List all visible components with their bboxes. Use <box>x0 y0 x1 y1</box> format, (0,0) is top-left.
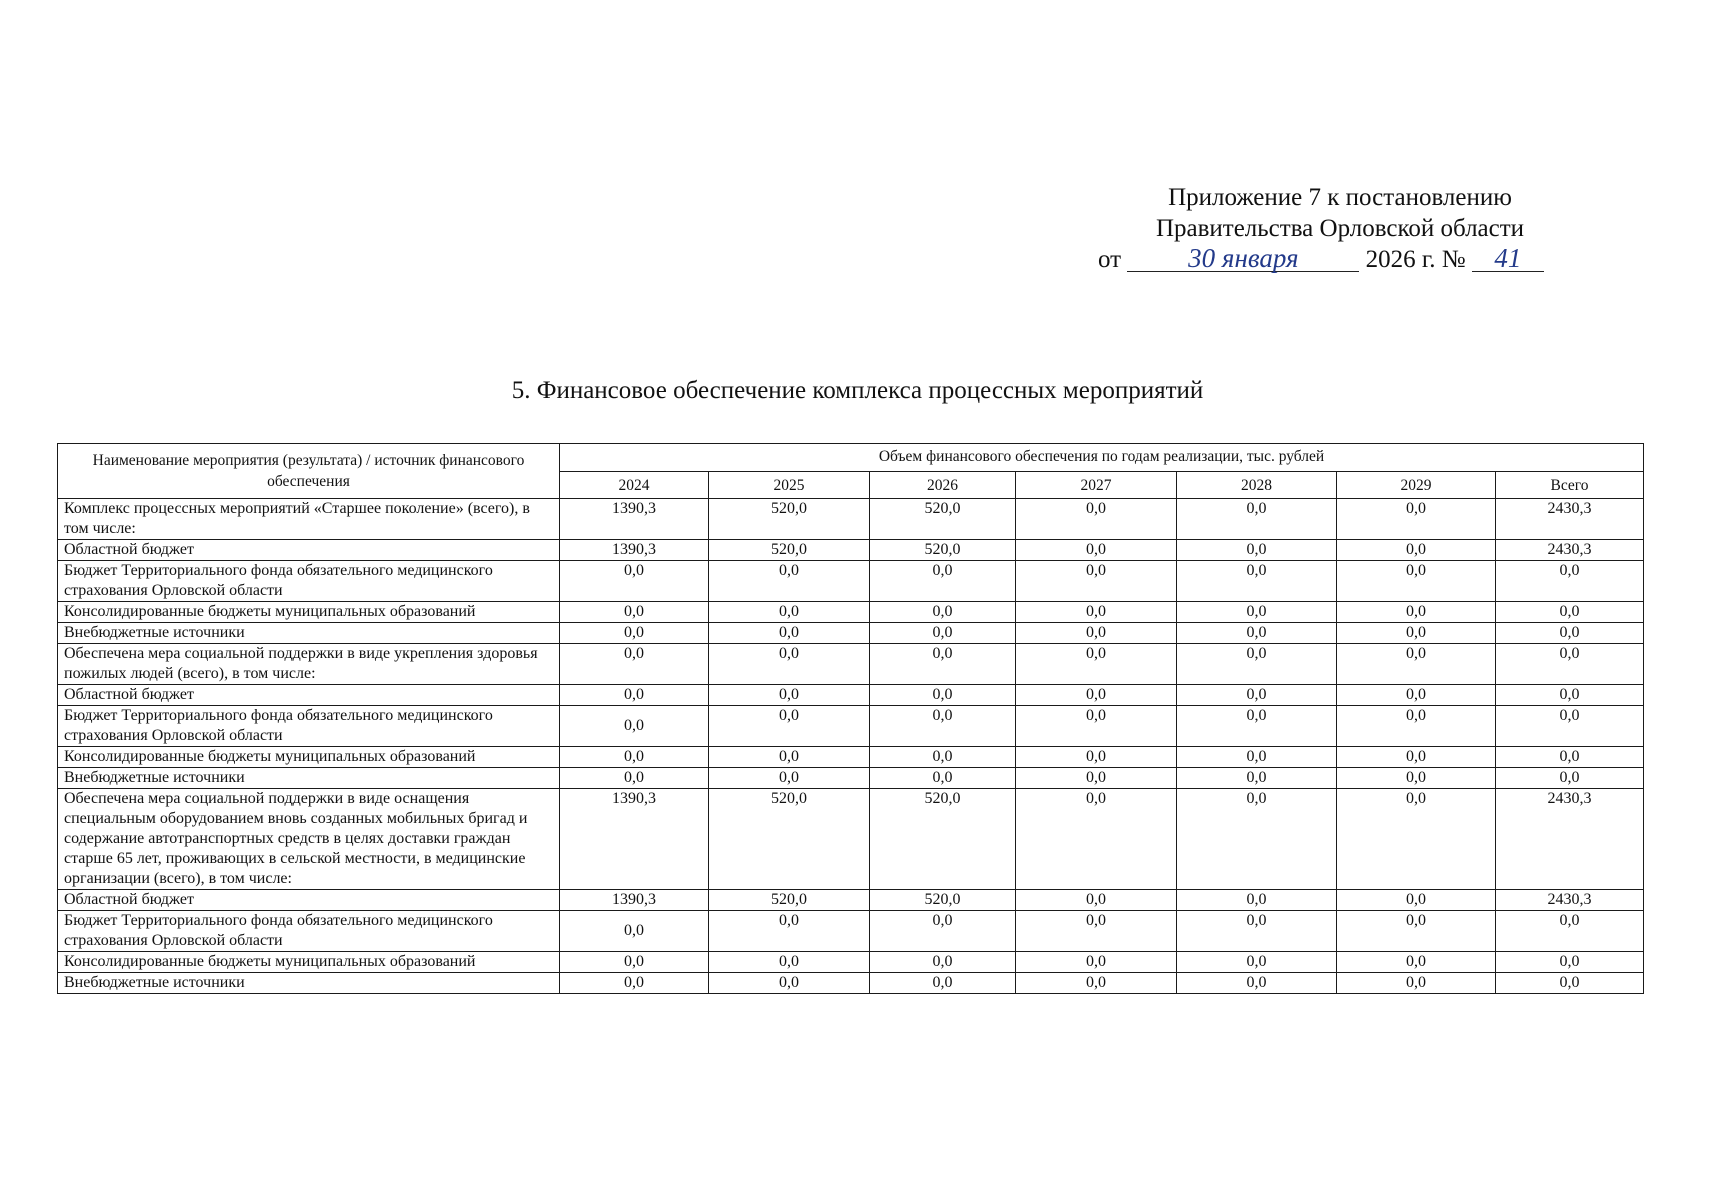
table-row <box>58 911 1644 952</box>
table-row <box>58 973 1644 994</box>
value-cell: 0,0 <box>1016 623 1177 644</box>
value-cell: 0,0 <box>870 768 1016 789</box>
value-cell: 0,0 <box>1177 973 1337 994</box>
year-header: 2025 <box>709 471 870 499</box>
value-cell: 0,0 <box>1337 685 1496 706</box>
appendix-line-2: Правительства Орловской области <box>1155 215 1525 242</box>
value-cell: 0,0 <box>1337 706 1496 747</box>
value-cell: 1390,3 <box>560 789 709 890</box>
value-cell: 0,0 <box>1177 911 1337 952</box>
value-cell: 520,0 <box>870 789 1016 890</box>
value-cell: 0,0 <box>1016 952 1177 973</box>
value-cell: 0,0 <box>560 952 709 973</box>
value-cell: 0,0 <box>1016 561 1177 602</box>
value-cell: 0,0 <box>1177 789 1337 890</box>
value-cell: 0,0 <box>870 973 1016 994</box>
value-cell: 0,0 <box>709 911 870 952</box>
date-prefix: от <box>1098 246 1122 273</box>
value-cell: 520,0 <box>870 499 1016 540</box>
table-row <box>58 952 1644 973</box>
value-cell: 520,0 <box>870 540 1016 561</box>
value-cell: 0,0 <box>1337 768 1496 789</box>
value-cell: 0,0 <box>1016 789 1177 890</box>
value-cell: 0,0 <box>560 602 709 623</box>
total-cell: 0,0 <box>1496 644 1644 685</box>
row-name-cell: Областной бюджет <box>58 890 560 911</box>
table-row <box>58 561 1644 602</box>
value-cell: 0,0 <box>1016 499 1177 540</box>
year-header: 2024 <box>560 471 709 499</box>
total-cell: 0,0 <box>1496 685 1644 706</box>
value-cell: 520,0 <box>709 499 870 540</box>
value-cell: 0,0 <box>870 602 1016 623</box>
value-cell: 0,0 <box>709 973 870 994</box>
value-cell: 0,0 <box>870 911 1016 952</box>
value-cell: 0,0 <box>1016 973 1177 994</box>
total-cell: 0,0 <box>1496 911 1644 952</box>
value-cell: 0,0 <box>1177 561 1337 602</box>
funding-volume-header: Объем финансового обеспечения по годам реализации, тыс. рублей <box>560 444 1644 472</box>
value-cell: 0,0 <box>560 973 709 994</box>
row-name-cell: Консолидированные бюджеты муниципальных образований <box>58 952 560 973</box>
value-cell: 0,0 <box>560 623 709 644</box>
value-cell: 0,0 <box>1337 973 1496 994</box>
value-cell: 0,0 <box>709 644 870 685</box>
value-cell: 0,0 <box>870 685 1016 706</box>
value-cell: 520,0 <box>709 540 870 561</box>
value-cell: 0,0 <box>1337 644 1496 685</box>
table-row <box>58 499 1644 540</box>
value-cell: 0,0 <box>1016 685 1177 706</box>
value-cell: 0,0 <box>1016 644 1177 685</box>
value-cell: 0,0 <box>1016 911 1177 952</box>
value-cell: 0,0 <box>1337 890 1496 911</box>
row-name-cell: Обеспечена мера социальной поддержки в виде укрепления здоровья пожилых людей (всего), в том числе: <box>58 644 560 685</box>
value-cell: 0,0 <box>709 685 870 706</box>
total-cell: 0,0 <box>1496 952 1644 973</box>
row-name-cell: Консолидированные бюджеты муниципальных образований <box>58 602 560 623</box>
year-header: 2026 <box>870 471 1016 499</box>
total-cell: 0,0 <box>1496 768 1644 789</box>
table-row <box>58 890 1644 911</box>
value-cell: 0,0 <box>1337 747 1496 768</box>
handwritten-date: 30 января <box>1127 245 1359 272</box>
value-cell: 0,0 <box>1177 768 1337 789</box>
value-cell: 0,0 <box>1177 706 1337 747</box>
value-cell: 0,0 <box>1177 952 1337 973</box>
value-cell: 0,0 <box>560 685 709 706</box>
value-cell: 0,0 <box>1016 602 1177 623</box>
financing-table <box>57 443 1644 994</box>
value-cell: 0,0 <box>560 644 709 685</box>
table-row <box>58 747 1644 768</box>
value-cell: 0,0 <box>1016 768 1177 789</box>
value-cell: 0,0 <box>1337 499 1496 540</box>
value-cell: 0,0 <box>1337 623 1496 644</box>
year-header: 2028 <box>1177 471 1337 499</box>
value-cell: 0,0 <box>1177 540 1337 561</box>
value-cell: 0,0 <box>560 768 709 789</box>
value-cell: 0,0 <box>1016 890 1177 911</box>
value-cell: 0,0 <box>1177 747 1337 768</box>
row-name-cell: Внебюджетные источники <box>58 768 560 789</box>
row-name-cell: Областной бюджет <box>58 685 560 706</box>
value-cell: 520,0 <box>870 890 1016 911</box>
value-cell: 0,0 <box>709 623 870 644</box>
value-cell: 520,0 <box>709 789 870 890</box>
value-cell: 0,0 <box>1177 890 1337 911</box>
value-cell: 0,0 <box>560 706 709 747</box>
total-cell: 0,0 <box>1496 561 1644 602</box>
table-row <box>58 706 1644 747</box>
value-cell: 0,0 <box>870 706 1016 747</box>
table-row <box>58 623 1644 644</box>
table-row <box>58 602 1644 623</box>
value-cell: 0,0 <box>709 952 870 973</box>
year-header: 2027 <box>1016 471 1177 499</box>
appendix-date-line <box>1080 244 1600 275</box>
total-cell: 0,0 <box>1496 602 1644 623</box>
value-cell: 0,0 <box>1337 561 1496 602</box>
total-cell: 0,0 <box>1496 973 1644 994</box>
value-cell: 0,0 <box>1177 602 1337 623</box>
value-cell: 1390,3 <box>560 499 709 540</box>
row-name-cell: Бюджет Территориального фонда обязательного медицинского страхования Орловской области <box>58 911 560 952</box>
total-cell: 2430,3 <box>1496 890 1644 911</box>
value-cell: 0,0 <box>1016 540 1177 561</box>
value-cell: 0,0 <box>1337 952 1496 973</box>
table-row <box>58 768 1644 789</box>
handwritten-number: 41 <box>1472 245 1544 272</box>
table-row <box>58 644 1644 685</box>
value-cell: 0,0 <box>1177 499 1337 540</box>
value-cell: 0,0 <box>870 747 1016 768</box>
value-cell: 0,0 <box>1337 789 1496 890</box>
value-cell: 0,0 <box>870 561 1016 602</box>
value-cell: 0,0 <box>560 911 709 952</box>
value-cell: 0,0 <box>560 561 709 602</box>
table-row <box>58 685 1644 706</box>
appendix-line-1: Приложение 7 к постановлению <box>1168 184 1512 211</box>
value-cell: 0,0 <box>709 768 870 789</box>
table-body <box>58 499 1644 994</box>
row-name-cell: Внебюджетные источники <box>58 973 560 994</box>
table-row <box>58 789 1644 890</box>
value-cell: 0,0 <box>709 602 870 623</box>
value-cell: 0,0 <box>870 623 1016 644</box>
year-number-label: 2026 г. № <box>1365 246 1466 273</box>
value-cell: 0,0 <box>1016 747 1177 768</box>
total-cell: 2430,3 <box>1496 540 1644 561</box>
value-cell: 0,0 <box>1177 623 1337 644</box>
value-cell: 520,0 <box>709 890 870 911</box>
row-name-cell: Бюджет Территориального фонда обязательного медицинского страхования Орловской области <box>58 706 560 747</box>
value-cell: 0,0 <box>709 706 870 747</box>
row-name-cell: Консолидированные бюджеты муниципальных образований <box>58 747 560 768</box>
header-row-1 <box>58 444 1644 472</box>
row-name-cell: Обеспечена мера социальной поддержки в виде оснащения специальным оборудованием вновь созданных мобильных бригад и содержание автотранспортных средств в целях доставки граждан старше 65 лет, проживающих в сельской местности, в медицинские организации (всего), в том числе: <box>58 789 560 890</box>
value-cell: 0,0 <box>1177 685 1337 706</box>
value-cell: 0,0 <box>870 952 1016 973</box>
row-name-cell: Внебюджетные источники <box>58 623 560 644</box>
table-row <box>58 540 1644 561</box>
total-cell: 0,0 <box>1496 706 1644 747</box>
total-cell: 2430,3 <box>1496 499 1644 540</box>
total-cell: 2430,3 <box>1496 789 1644 890</box>
year-header: 2029 <box>1337 471 1496 499</box>
row-name-cell: Комплекс процессных мероприятий «Старшее поколение» (всего), в том числе: <box>58 499 560 540</box>
section-title: 5. Финансовое обеспечение комплекса процессных мероприятий <box>511 377 1204 404</box>
value-cell: 1390,3 <box>560 890 709 911</box>
value-cell: 0,0 <box>709 561 870 602</box>
value-cell: 0,0 <box>1337 602 1496 623</box>
value-cell: 0,0 <box>1177 644 1337 685</box>
total-cell: 0,0 <box>1496 747 1644 768</box>
appendix-header <box>1080 182 1600 275</box>
total-header: Всего <box>1496 471 1644 499</box>
row-name-cell: Бюджет Территориального фонда обязательного медицинского страхования Орловской области <box>58 561 560 602</box>
value-cell: 0,0 <box>1337 911 1496 952</box>
value-cell: 0,0 <box>709 747 870 768</box>
value-cell: 1390,3 <box>560 540 709 561</box>
value-cell: 0,0 <box>870 644 1016 685</box>
name-column-header: Наименование мероприятия (результата) / источник финансового обеспечения <box>58 444 560 499</box>
value-cell: 0,0 <box>1016 706 1177 747</box>
row-name-cell: Областной бюджет <box>58 540 560 561</box>
value-cell: 0,0 <box>1337 540 1496 561</box>
value-cell: 0,0 <box>560 747 709 768</box>
total-cell: 0,0 <box>1496 623 1644 644</box>
